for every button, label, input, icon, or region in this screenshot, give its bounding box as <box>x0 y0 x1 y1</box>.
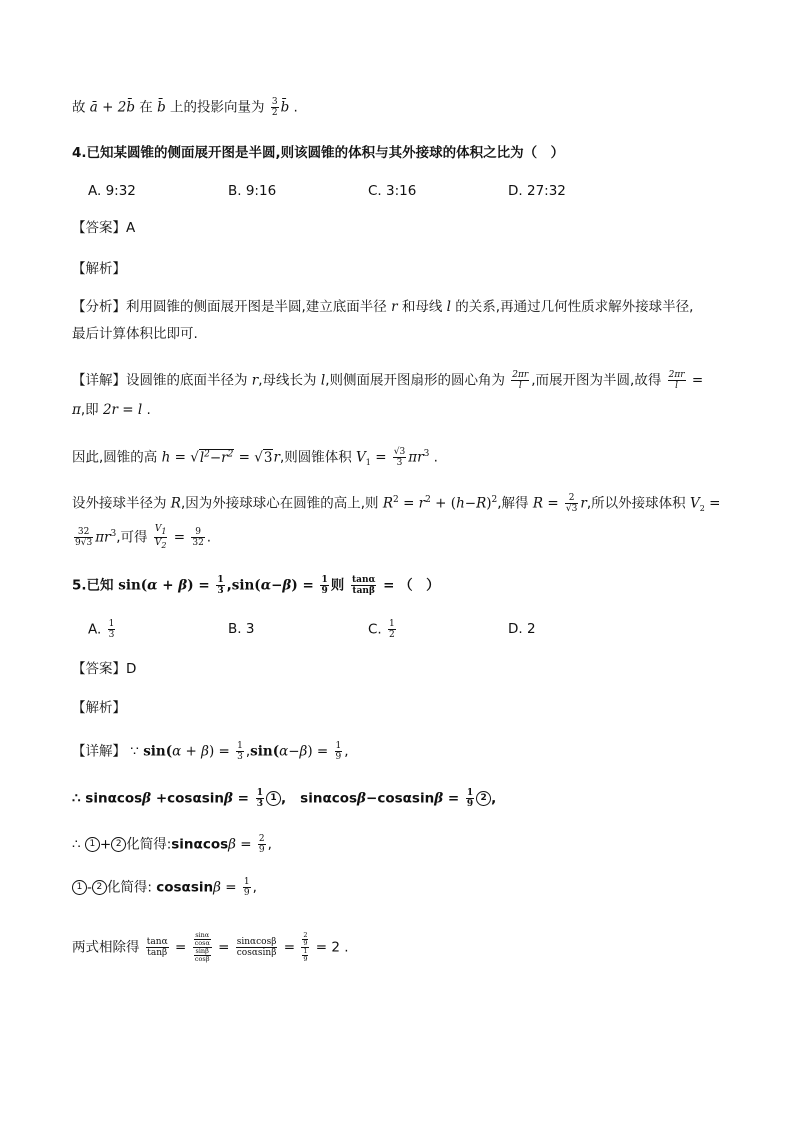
text: C. <box>368 621 382 638</box>
fraction: $\frac{2}{√3}$ <box>565 493 578 514</box>
q4-fenxi-line2: 最后计算体积比即可. <box>72 326 198 342</box>
circled-two: 2 <box>476 791 491 806</box>
fraction: $\frac{9}{32}$ <box>192 527 204 548</box>
q5-xiangjie-line: 【详解】 ∵ sin(α + β) = $\frac{1}{3}$ ,sin(α−β) = $\frac{1}{9}$ , <box>72 741 349 762</box>
text: 化简得: <box>126 836 172 853</box>
text: ,则圆锥体积 <box>279 449 352 466</box>
text: 5.已知 <box>72 577 114 594</box>
fraction: $\frac{V_1}{V_2}$ <box>154 524 167 550</box>
q4-waijie-line2: $\frac{32}{9√3}$ $\pi r^3$,可得 $\frac{V_1}{V_2}$ = $\frac{9}{32}$ . <box>75 524 212 550</box>
text: 化简得: <box>106 879 152 896</box>
q4-option-d: D. 27:32 <box>508 183 566 199</box>
formula: b̄ <box>157 99 166 116</box>
text: A. <box>88 621 102 638</box>
fraction: $\frac{1}{9}$ <box>243 877 250 898</box>
q4-xiangjie-line2: π,即 2r = l . <box>72 402 151 418</box>
circled-one: 1 <box>72 880 87 895</box>
text: 上的投影向量为 <box>170 99 265 116</box>
q4-yinci-line: 因此,圆锥的高 $h = √l^2-r^2 = √3r$,则圆锥体积 $V_1$ = $\frac{√3}{3}$ $\pi r^3$ . <box>72 447 438 468</box>
fraction: $\frac{2\pi r}{l}$ <box>512 370 529 391</box>
circled-one: 1 <box>266 791 281 806</box>
fraction: $\frac{32}{9√3}$ <box>75 527 93 548</box>
text: ,而展开图为半圆,故得 <box>531 372 662 389</box>
q5-answer: 【答案】D <box>72 661 137 677</box>
text: 和母线 <box>401 299 443 315</box>
fraction: $\frac{1}{2}$ <box>389 619 395 640</box>
q4-option-a: A. 9:32 <box>88 183 136 199</box>
nested-fraction: $\frac{\frac{\sin\alpha}{\cos\alpha}}{\frac{\sin\beta}{\cos\beta}}$ <box>194 931 210 963</box>
fraction: $\frac{1}{9}$ <box>335 741 342 762</box>
fraction: $\frac{1}{3}$ <box>217 575 224 596</box>
projection-line: 故 ā + 2b̄ 在 b̄ 上的投影向量为 $\frac{3}{2}$ b̄ . <box>72 97 298 118</box>
q5-option-b: B. 3 <box>228 621 255 637</box>
text: ,因为外接球球心在圆锥的高上,则 <box>180 495 379 512</box>
nested-fraction: $\frac{\frac{2}{9}}{\frac{1}{9}}$ <box>303 931 308 963</box>
q5-option-a <box>88 619 117 640</box>
q5-step2: ∴ 1 + 2 化简得:sinαcosβ = $\frac{2}{9}$ , <box>72 834 272 855</box>
q5-step4: 两式相除得 $\frac{\tan\alpha}{\tan\beta}$ = $\frac{\frac{\sin\alpha}{\cos\alpha}}{\frac{\sin\beta}{\cos\beta}}$ = $\frac{\sin\alpha\cos\beta}{\cos\alpha\sin\beta}$ = $\frac{\frac{2}{9}}{\frac{1}{9}}$ = 2 . <box>72 931 349 963</box>
q5-step3: 1 - 2 化简得: cosαsinβ = $\frac{1}{9}$ , <box>72 877 257 898</box>
q4-answer: 【答案】A <box>72 220 136 236</box>
fraction: $\frac{\tan\alpha}{\tan\beta}$ <box>351 575 376 596</box>
q4-jiexi: 【解析】 <box>72 261 126 277</box>
text: （ ） <box>399 577 440 594</box>
q5-step1: ∴ sinαcosβ +cosαsinβ = $\frac{1}{3}$ 1 , sinαcosβ−cosαsinβ = $\frac{1}{9}$ 2 , <box>72 788 497 809</box>
fraction: $\frac{2\pi r}{l}$ <box>668 370 685 391</box>
text: 因此,圆锥的高 <box>72 449 158 466</box>
question-4-title: 4.已知某圆锥的侧面展开图是半圆,则该圆锥的体积与其外接球的体积之比为（ ） <box>72 145 565 161</box>
q4-fenxi-line1: 【分析】利用圆锥的侧面展开图是半圆,建立底面半径 r 和母线 l 的关系,再通过几何性质求解外接球半径, <box>72 299 694 315</box>
fraction: $\frac{3}{2}$ <box>271 97 278 118</box>
text: ,即 <box>80 402 99 418</box>
text: 的关系,再通过几何性质求解外接球半径, <box>455 299 694 315</box>
circled-one: 1 <box>85 837 100 852</box>
text: 【详解】 <box>72 743 126 760</box>
text: ,可得 <box>116 529 148 546</box>
q4-xiangjie-line1: 【详解】设圆锥的底面半径为 r,母线长为 l,则侧面展开图扇形的圆心角为 $\frac{2\pi r}{l}$ ,而展开图为半圆,故得 $\frac{2\pi r}{l}$ = <box>72 370 704 391</box>
text: ,母线长为 <box>258 372 317 389</box>
text: 【分析】利用圆锥的侧面展开图是半圆,建立底面半径 <box>72 299 387 315</box>
text: 故 <box>72 99 86 116</box>
text: 在 <box>139 99 153 116</box>
text: ,则侧面展开图扇形的圆心角为 <box>325 372 505 389</box>
question-5-title: 5.已知 sin(α + β) = $\frac{1}{3}$ ,sin(α−β) = $\frac{1}{9}$ 则 $\frac{\tan\alpha}{\tan\beta}$ = （ ） <box>72 575 440 596</box>
text: 【详解】设圆锥的底面半径为 <box>72 372 248 389</box>
q4-waijie-line1: 设外接球半径为 R,因为外接球球心在圆锥的高上,则 $R^2 = r^2 + (h-R)^2$,解得 R = $\frac{2}{√3}$ r,所以外接球体积 $V_2$ = <box>72 493 721 514</box>
q5-jiexi: 【解析】 <box>72 700 126 716</box>
fraction: $\frac{1}{9}$ <box>321 575 328 596</box>
fraction: $\frac{2}{9}$ <box>258 834 265 855</box>
text: 设外接球半径为 <box>72 495 167 512</box>
fraction: $\frac{√3}{3}$ <box>393 447 406 468</box>
q5-option-c <box>368 619 398 640</box>
q4-option-c: C. 3:16 <box>368 183 417 199</box>
fraction: $\frac{1}{3}$ <box>237 741 243 762</box>
q5-option-d: D. 2 <box>508 621 536 637</box>
formula: ā + 2b̄ <box>89 99 135 116</box>
text: 则 <box>330 577 345 594</box>
text: ,解得 <box>497 495 529 512</box>
q4-option-b: B. 9:16 <box>228 183 277 199</box>
fraction: $\frac{\sin\alpha\cos\beta}{\cos\alpha\sin\beta}$ <box>236 937 277 958</box>
fraction: $\frac{1}{3}$ <box>108 619 115 640</box>
circled-two: 2 <box>111 837 126 852</box>
circled-two: 2 <box>92 880 107 895</box>
text: 两式相除得 <box>72 939 140 956</box>
fraction: $\frac{\tan\alpha}{\tan\beta}$ <box>146 937 168 958</box>
fraction: $\frac{1}{3}$ <box>256 788 263 809</box>
text: ,所以外接球体积 <box>586 495 686 512</box>
fraction: $\frac{1}{9}$ <box>466 788 474 809</box>
